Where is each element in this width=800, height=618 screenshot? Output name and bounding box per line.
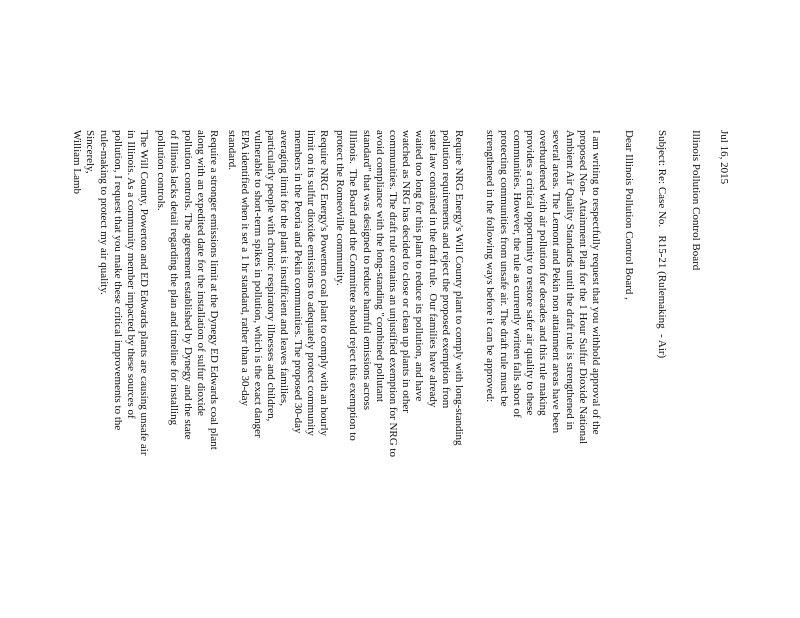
letter-paragraph: I am writing to respectfully request that you withhold approval of the proposed Non- Attainment Plan for the 1 Hour Sulfur Dioxide National Ambient Air Quality Standards until the draft rule is strengthened in several areas. The Lemont and Pekin non attainment areas have been overburdened with air pollution for decades and this rule making provides a critical opportunity to restore safer air quality to these communities. However, the rule as currently written falls short of protecting communities from unsafe air. The draft rule must be strengthened in the following ways before it can be approved: <box>484 130 602 445</box>
letter-paragraph: Require NRG Energy's Will County plant to comply with long-standing pollution requirements and reject the proposed exemption from state law contained in the draft rule. Our families have already waited too long for this plant to reduce its pollution, and have watched as NRG has decided to close or clean up plants in other communities. The draft rule contains an unjustified exemption for NRG to avoid compliance with the long-standing "combined pollutant standard" that was designed to reduce harmful emissions across Illinois. The Board and the Committee should reject this exemption to protect the Romeoville community. <box>334 130 465 457</box>
letter-signer: William Lamb <box>71 130 83 195</box>
letter-closing: Sincerely, <box>84 130 96 174</box>
letter-salutation: Dear Illinois Pollution Control Board , <box>623 130 635 300</box>
letter-paragraph: Require a stronger emissions limit at the Dynegy ED Edwards coal plant along with an expedited date for the installation of sulfur dioxide pollution controls. The agreement established by Dynegy and the state of Illinois lacks detail regarding the plan and timeline for installing pollution controls. <box>155 130 220 450</box>
letter-paragraph: Require NRG Energy's Powerton coal plant to comply with an hourly limit on its sulfur dioxide emissions to adequately protect community members in the Peoria and Pekin communities. The proposed 30-day averaging limit for the plant is insufficient and leaves families, particularly people with chronic respiratory illnesses and children, vulnerable to short-term spikes in pollution, which is the exact danger EPA identified when it set a 1 hr standard, rather than a 30-day standard. <box>225 130 330 438</box>
letter-subject: Subject: Re: Case No. R15-21 (Rulemaking - Air) <box>656 130 668 359</box>
letter-date: Jul 16, 2015 <box>718 130 730 185</box>
letter-recipient: Illinois Pollution Control Board <box>690 130 702 271</box>
letter-paragraph: The Will County, Powerton and ED Edwards plants are causing unsafe air in Illinois. As a community member impacted by these sources of pollution, I request that you make these critical improvements to the rule-making to protect my air quality. <box>98 130 150 456</box>
